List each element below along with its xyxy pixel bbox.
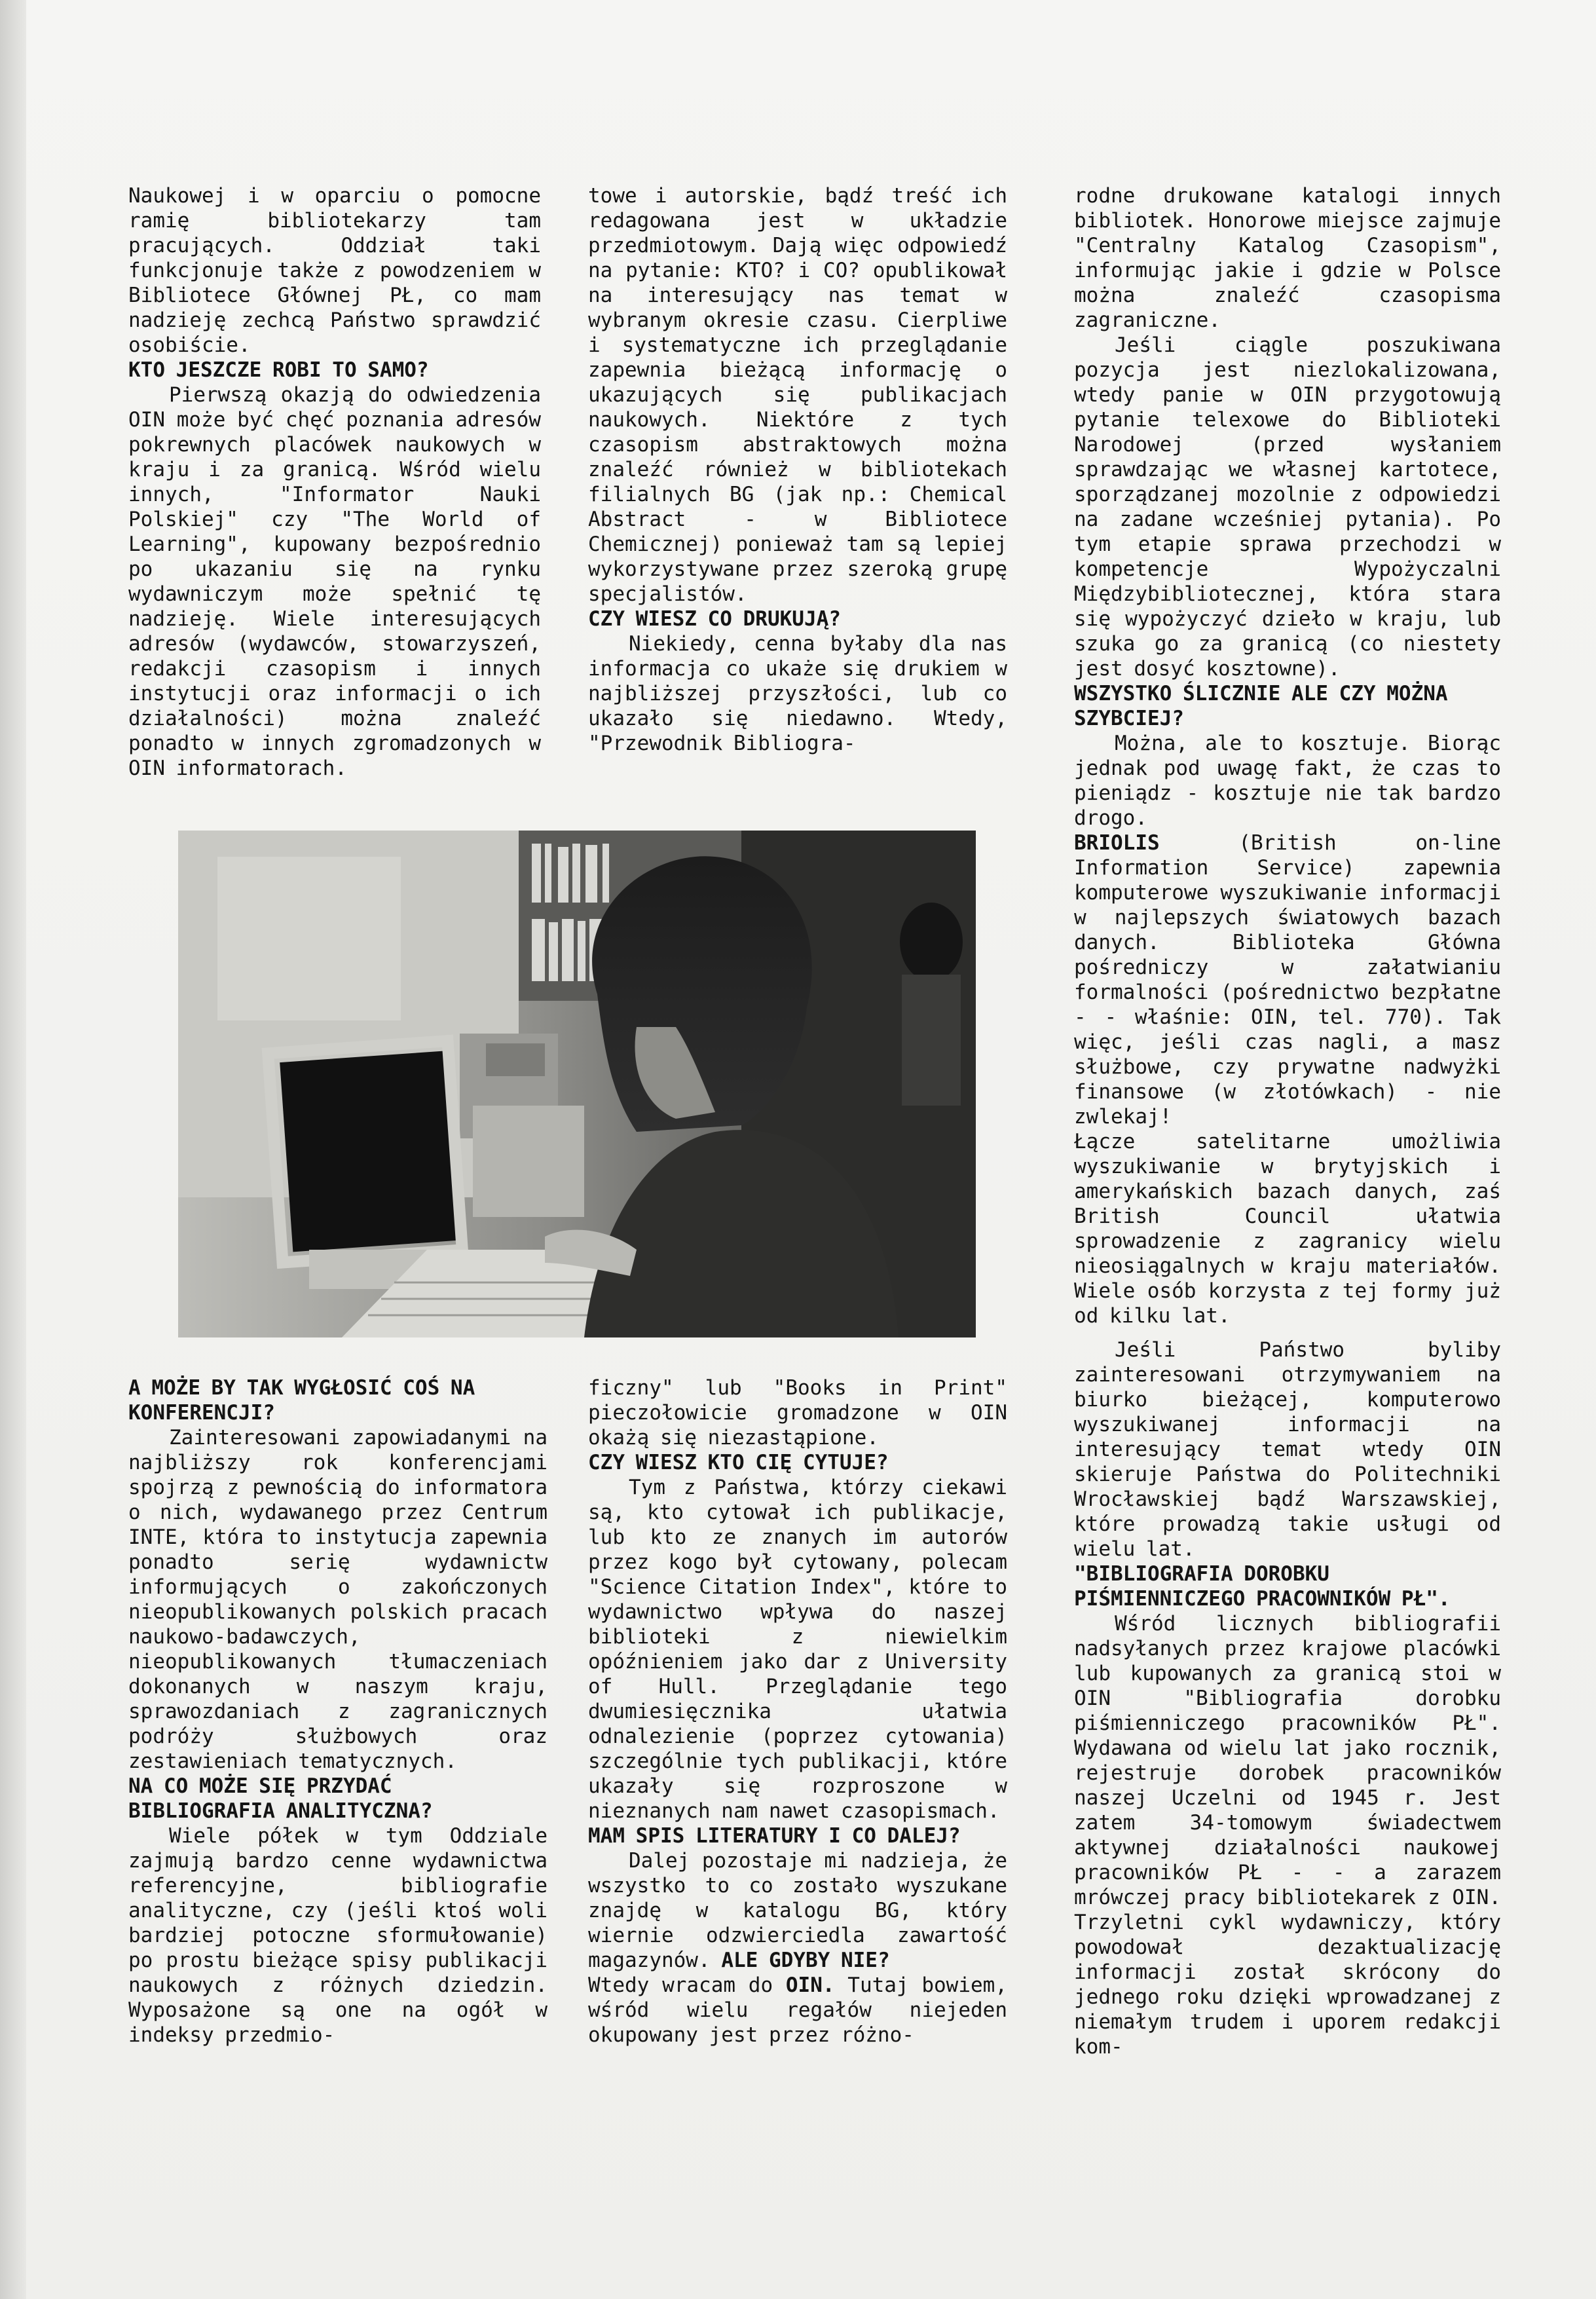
article-column-5 bbox=[588, 1375, 1007, 2047]
paragraph: Naukowej i w oparciu o pomocne ramię bibliotekarzy tam pracujących. Oddział taki funkcjonuje także z powodzeniem w Bibliotece Głównej PŁ, co mam nadzieję zechcą Państwo sprawdzić osobiście. bbox=[128, 184, 541, 357]
section-heading: KTO JESZCZE ROBI TO SAMO? bbox=[128, 358, 429, 382]
section-heading: WSZYSTKO ŚLICZNIE ALE CZY MOŻNA SZYBCIEJ? bbox=[1074, 682, 1448, 730]
section-heading: NA CO MOŻE SIĘ PRZYDAĆ BIBLIOGRAFIA ANALITYCZNA? bbox=[128, 1774, 433, 1823]
paragraph-text: (British on-line Information Service) zapewnia komputerowe wyszukiwanie informacji w najlepszych światowych bazach danych. Biblioteka Główna pośredniczy w załatwianiu formalności (pośrednictwo bezpłatne - - właśnie: OIN, tel. 770). Tak więc, jeśli czas nagli, a masz służbowe, czy prywatne nadwyżki finansowe (w złotówkach) - nie zwlekaj! bbox=[1074, 831, 1501, 1129]
paragraph bbox=[588, 1848, 1007, 1973]
article-column-2 bbox=[588, 183, 1007, 756]
paragraph-text: Dalej pozostaje mi nadzieja, że wszystko to co zostało wyszukane znajdę w katalogu BG, który wiernie odzwierciedla zawartość magazynów. bbox=[588, 1849, 1007, 1972]
paragraph: Łącze satelitarne umożliwia wyszukiwanie w brytyjskich i amerykańskich bazach danych, zaś British Council ułatwia sprowadzenie z zagranicy wielu nieosiągalnych w kraju materiałów. Wiele osób korzysta z tej formy już od kilku lat. bbox=[1074, 1130, 1501, 1328]
paragraph: Można, ale to kosztuje. Biorąc jednak pod uwagę fakt, że czas to pieniądz - kosztuje nie tak bardzo drogo. bbox=[1074, 732, 1501, 830]
emphasis-text: OIN. bbox=[785, 1973, 835, 1997]
paragraph: towe i autorskie, bądź treść ich redagowana jest w układzie przedmiotowym. Dają więc odpowiedź na pytanie: KTO? i CO? opublikował na interesujący nas temat w wybranym okresie czasu. Cierpliwe i systematyczne ich przeglądanie zapewnia bieżącą informację o ukazujących się publikacjach naukowych. Niektóre z tych czasopism abstraktowych można znaleźć również w bibliotekach filialnych BG (jak np.: Chemical Abstract - w Bibliotece Chemicznej) ponieważ tam są lepiej wykorzystywane przez szeroką grupę specjalistów. bbox=[588, 184, 1007, 606]
paragraph: Wśród licznych bibliografii nadsyłanych przez krajowe placówki lub kupowanych za granicą stoi w OIN "Bibliografia dorobku piśmienniczego pracowników PŁ". Wydawana od wielu lat jako rocznik, rejestruje dorobek pracowników naszej Uczelni od 1945 r. Jest zatem 34-tomowym świadectwem aktywnej działalności naukowej pracowników PŁ - - a zarazem mrówczej pracy bibliotekarek z OIN. Trzyletni cykl wydawniczy, który powodował dezaktualizację informacji został skrócony do jednego roku dzięki wprowadzanej z niemałym trudem i uporem redakcji kom- bbox=[1074, 1612, 1501, 2059]
section-heading: A MOŻE BY TAK WYGŁOSIĆ COŚ NA KONFERENCJI? bbox=[128, 1376, 475, 1425]
paragraph: Wiele półek w tym Oddziale zajmują bardzo cenne wydawnictwa referencyjne, bibliografie analityczne, czy (jeśli ktoś woli bardziej potoczne sformułowanie) po prostu bieżące spisy publikacji naukowych z różnych dziedzin. Wyposażone są one na ogół w indeksy przedmio- bbox=[128, 1824, 547, 2047]
briolis-label: BRIOLIS bbox=[1074, 831, 1160, 855]
article-column-1 bbox=[128, 183, 541, 781]
section-heading: MAM SPIS LITERATURY I CO DALEJ? bbox=[588, 1824, 961, 1848]
section-heading: "BIBLIOGRAFIA DOROBKU PIŚMIENNICZEGO PRACOWNIKÓW PŁ". bbox=[1074, 1562, 1451, 1611]
paragraph bbox=[1074, 831, 1501, 1129]
paragraph: Jeśli Państwo byliby zainteresowani otrzymywaniem na biurko bieżącej, komputerowo wyszukiwanej informacji na interesujący temat wtedy OIN skieruje Państwa do Politechniki Wrocławskiej bądź Warszawskiej, które prowadzą takie usługi od wielu lat. bbox=[1074, 1338, 1501, 1561]
paragraph-text: Tutaj bowiem, wśród wielu regałów niejeden okupowany jest przez różno- bbox=[588, 1973, 1007, 2047]
photo-person-at-computer bbox=[178, 831, 976, 1337]
article-column-4 bbox=[128, 1375, 547, 2047]
paragraph: Jeśli ciągle poszukiwana pozycja jest niezlokalizowana, wtedy panie w OIN przygotowują pytanie telexowe do Biblioteki Narodowej (przed wysłaniem sprawdzając we własnej kartotece, sporządzanej mozolnie z odpowiedzi na zadane wcześniej pytania). Po tym etapie sprawa przechodzi w kompetencje Wypożyczalni Międzybibliotecznej, która stara się wypożyczyć dzieło w kraju, lub szuka go za granicą (co niestety jest dosyć kosztowne). bbox=[1074, 333, 1501, 681]
paragraph-text: Wtedy wracam do bbox=[588, 1973, 786, 1997]
article-column-6 bbox=[1074, 1337, 1501, 2059]
paragraph: ficzny" lub "Books in Print" pieczołowicie gromadzone w OIN okażą się niezastąpione. bbox=[588, 1376, 1007, 1449]
photo-illustration bbox=[178, 831, 976, 1337]
paragraph bbox=[588, 1973, 1007, 2047]
article-column-3 bbox=[1074, 183, 1501, 1328]
emphasis-text: ALE GDYBY NIE? bbox=[721, 1949, 890, 1972]
paragraph: rodne drukowane katalogi innych bibliotek. Honorowe miejsce zajmuje "Centralny Katalog Czasopism", informując jakie i gdzie w Polsce można znaleźć czasopisma zagraniczne. bbox=[1074, 184, 1501, 332]
section-heading: CZY WIESZ CO DRUKUJĄ? bbox=[588, 607, 841, 631]
paragraph: Zainteresowani zapowiadanymi na najbliższy rok konferencjami spojrzą z pewnością do informatora o nich, wydawanego przez Centrum INTE, która to instytucja zapewnia ponadto serię wydawnictw informujących o zakończonych nieopublikowanych polskich pracach naukowo-badawczych, nieopublikowanych tłumaczeniach dokonanych w naszym kraju, sprawozdaniach z zagranicznych podróży służbowych oraz zestawieniach tematycznych. bbox=[128, 1426, 547, 1773]
page-binding-edge bbox=[0, 0, 26, 2299]
paragraph: Tym z Państwa, którzy ciekawi są, kto cytował ich publikacje, lub kto ze znanych im autorów przez kogo był cytowany, polecam "Science Citation Index", które to wydawnictwo wpływa do naszej biblioteki z niewielkim opóźnieniem jako dar z University of Hull. Przeglądanie tego dwumiesięcznika ułatwia odnalezienie (poprzez cytowania) szczególnie tych publikacji, które ukazały się rozproszone w nieznanych nam nawet czasopismach. bbox=[588, 1476, 1007, 1823]
paragraph: Niekiedy, cenna byłaby dla nas informacja co ukaże się drukiem w najbliższej przyszłości, lub co ukazało się niedawno. Wtedy, "Przewodnik Bibliogra- bbox=[588, 632, 1007, 755]
paragraph: Pierwszą okazją do odwiedzenia OIN może być chęć poznania adresów pokrewnych placówek naukowych w kraju i za granicą. Wśród wielu innych, "Informator Nauki Polskiej" czy "The World of Learning", kupowany bezpośrednio po ukazaniu się na rynku wydawniczym może spełnić tę nadzieję. Wiele interesujących adresów (wydawców, stowarzyszeń, redakcji czasopism i innych instytucji oraz informacji o ich działalności) można znaleźć ponadto w innych zgromadzonych w OIN informatorach. bbox=[128, 383, 541, 780]
section-heading: CZY WIESZ KTO CIĘ CYTUJE? bbox=[588, 1451, 889, 1474]
